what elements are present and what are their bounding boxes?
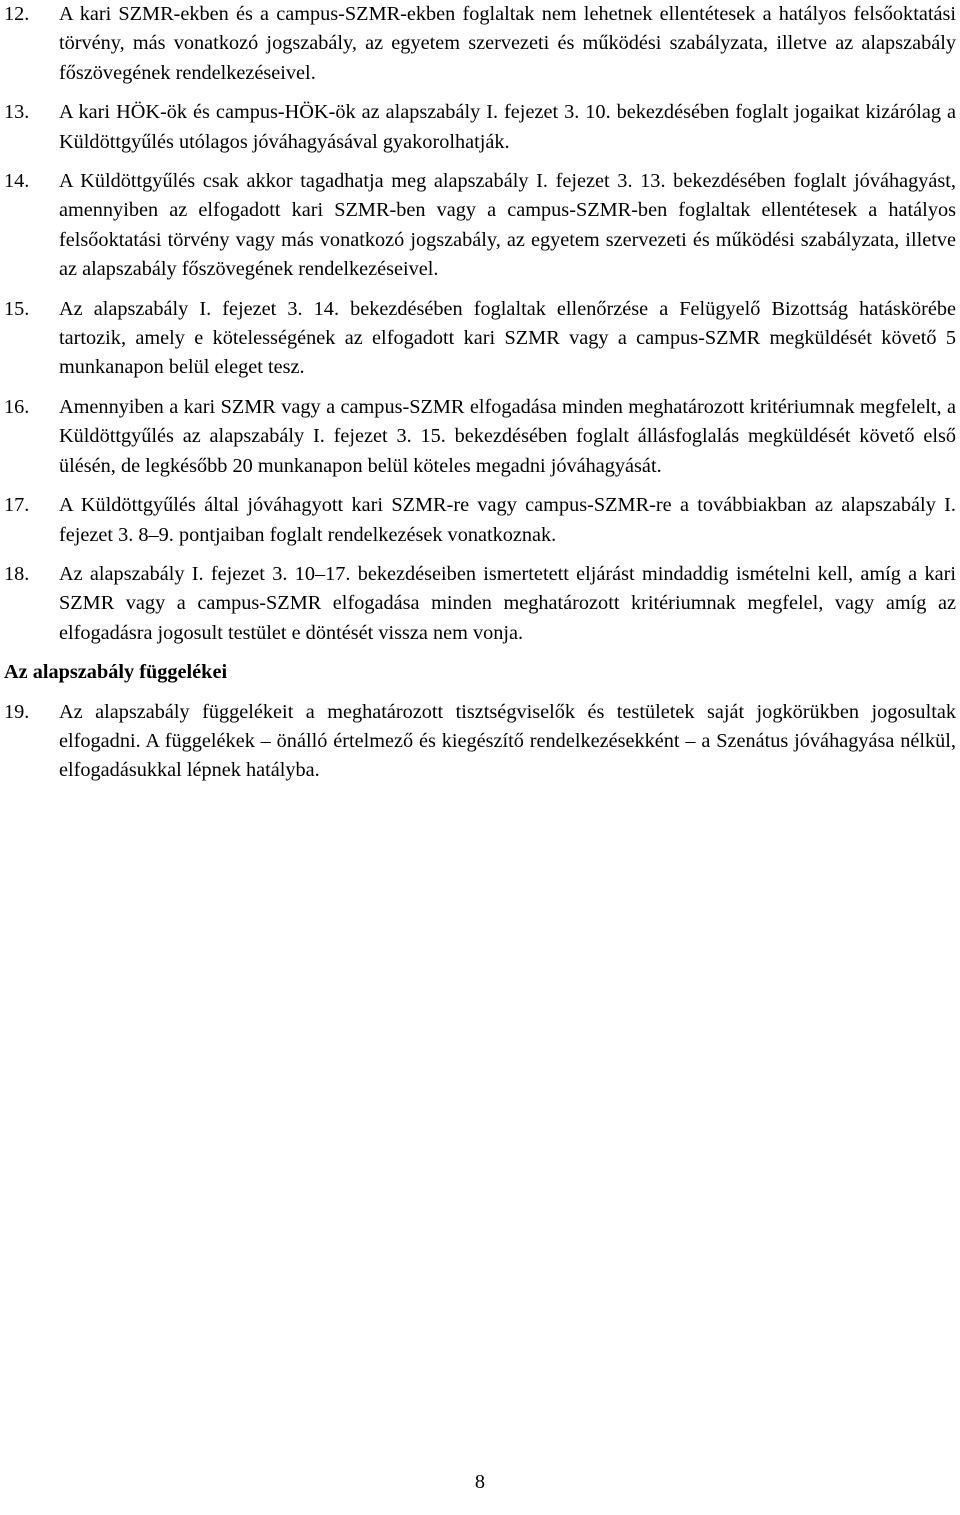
item-number: 16. <box>4 395 30 418</box>
item-text: Az alapszabály I. fejezet 3. 14. bekezdésében foglaltak ellenőrzése a Felügyelő Bizottság hatáskörébe tartozik, amely e kötelességének az elfogadott kari SZMR vagy a campus-SZMR megküldését követő 5 munkanapon belül eleget tesz. <box>59 297 956 379</box>
list-item <box>4 0 956 88</box>
item-text: Az alapszabály függelékeit a meghatározott tisztségviselők és testületek saját jogkörükben jogosultak elfogadni. A függelékek – önálló értelmező és kiegészítő rendelkezésekként – a Szenátus jóváhagyása nélkül, elfogadásukkal lépnek hatályba. <box>59 700 956 782</box>
item-text: A kari HÖK-ök és campus-HÖK-ök az alapszabály I. fejezet 3. 10. bekezdésében foglalt jogaikat kizárólag a Küldöttgyűlés utólagos jóváhagyásával gyakorolhatják. <box>59 101 956 153</box>
item-number: 15. <box>4 297 30 320</box>
page-number: 8 <box>474 1471 486 1493</box>
list-item <box>4 560 956 648</box>
item-number: 14. <box>4 170 30 193</box>
list-item <box>4 167 956 285</box>
list-item <box>4 295 956 383</box>
item-number: 17. <box>4 494 30 517</box>
list-item <box>4 491 956 550</box>
document-body <box>4 0 956 796</box>
list-item <box>4 393 956 481</box>
list-item <box>4 698 956 786</box>
item-number: 18. <box>4 562 30 585</box>
list-item <box>4 98 956 157</box>
item-text: Az alapszabály I. fejezet 3. 10–17. bekezdéseiben ismertetett eljárást mindaddig ismételni kell, amíg a kari SZMR vagy a campus-SZMR elfogadása minden meghatározott kritériumnak megfelel, vagy amíg az elfogadásra jogosult testület e döntését vissza nem vonja. <box>59 562 956 644</box>
item-number: 13. <box>4 101 30 124</box>
item-text: A Küldöttgyűlés által jóváhagyott kari SZMR-re vagy campus-SZMR-re a továbbiakban az alapszabály I. fejezet 3. 8–9. pontjaiban foglalt rendelkezések vonatkoznak. <box>59 494 956 546</box>
item-text: Amennyiben a kari SZMR vagy a campus-SZMR elfogadása minden meghatározott kritériumnak megfelelt, a Küldöttgyűlés az alapszabály I. fejezet 3. 15. bekezdésében foglalt állásfoglalás megküldését követő első ülésén, de legkésőbb 20 munkanapon belül köteles megadni jóváhagyását. <box>59 395 956 477</box>
item-text: A Küldöttgyűlés csak akkor tagadhatja meg alapszabály I. fejezet 3. 13. bekezdésében foglalt jóváhagyást, amennyiben az elfogadott kari SZMR-ben vagy a campus-SZMR-ben foglaltak ellentétesek a hatályos felsőoktatási törvény vagy más vonatkozó jogszabály, az egyetem szervezeti és működési szabályzata, illetve az alapszabály főszövegének rendelkezéseivel. <box>59 170 956 281</box>
item-text: A kari SZMR-ekben és a campus-SZMR-ekben foglaltak nem lehetnek ellentétesek a hatályos felsőoktatási törvény, más vonatkozó jogszabály, az egyetem szervezeti és működési szabályzata, illetve az alapszabály főszövegének rendelkezéseivel. <box>59 3 956 84</box>
section-heading: Az alapszabály függelékei <box>4 661 228 684</box>
item-number: 19. <box>4 700 30 723</box>
item-number: 12. <box>4 3 30 25</box>
